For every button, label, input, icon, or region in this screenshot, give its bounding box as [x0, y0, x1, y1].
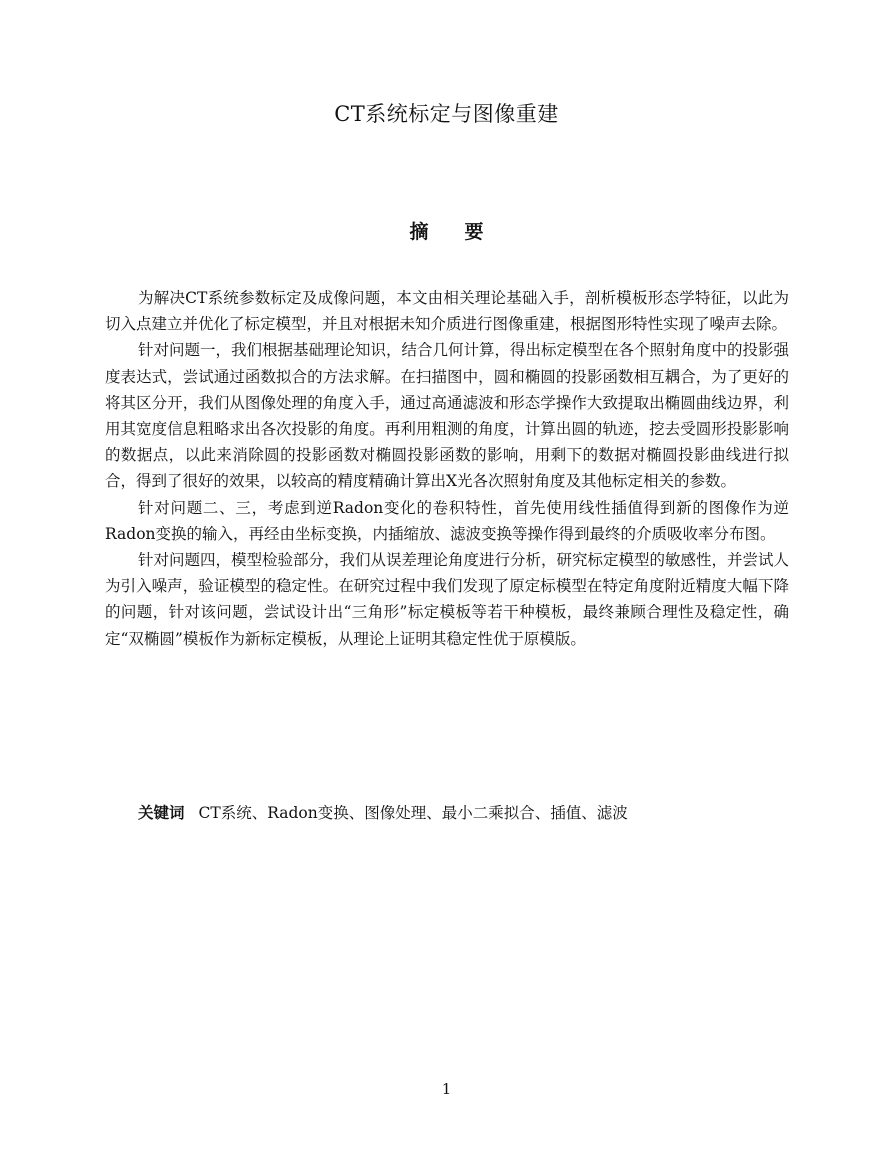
keywords-text: CT系统、Radon变换、图像处理、最小二乘拟合、插值、滤波 — [198, 804, 628, 822]
abstract-heading — [0, 218, 893, 246]
abstract-paragraph-2: 针对问题一，我们根据基础理论知识，结合几何计算，得出标定模型在各个照射角度中的投影强度表达式，尝试通过函数拟合的方法求解。在扫描图中，圆和椭圆的投影函数相互耦合，为了更好的将其区分开，我们从图像处理的角度入手，通过高通滤波和形态学操作大致提取出椭圆曲线边界，利用其宽度信息粗略求出各次投影的角度。再利用粗测的角度，计算出圆的轨迹，挖去受圆形投影影响的数据点，以此来消除圆的投影函数对椭圆投影函数的影响，用剩下的数据对椭圆投影曲线进行拟合，得到了很好的效果，以较高的精度精确计算出X光各次照射角度及其他标定相关的参数。 — [105, 341, 790, 491]
abstract-paragraph-3: 针对问题二、三，考虑到逆Radon变化的卷积特性，首先使用线性插值得到新的图像作为逆Radon变换的输入，再经由坐标变换，内插缩放、滤波变换等操作得到最终的介质吸收率分布图。 — [105, 498, 789, 543]
keywords-line — [138, 800, 628, 826]
paper-title: CT系统标定与图像重建 — [334, 102, 559, 126]
abstract-body — [105, 285, 789, 652]
keywords-label: 关键词 — [138, 803, 185, 822]
abstract-heading-char-1: 摘 — [409, 221, 429, 243]
abstract-paragraph-4: 针对问题四，模型检验部分，我们从误差理论角度进行分析，研究标定模型的敏感性，并尝试人为引入噪声，验证模型的稳定性。在研究过程中我们发现了原定标模型在特定角度附近精度大幅下降的问题，针对该问题，尝试设计出“三角形”标定模板等若干种模板，最终兼顾合理性及稳定性，确定“双椭圆”模板作为新标定模板，从理论上证明其稳定性优于原模版。 — [105, 551, 790, 648]
abstract-heading-char-2: 要 — [464, 221, 484, 243]
abstract-paragraph-1: 为解决CT系统参数标定及成像问题，本文由相关理论基础入手，剖析模板形态学特征，以此为切入点建立并优化了标定模型，并且对根据未知介质进行图像重建，根据图形特性实现了噪声去除。 — [105, 289, 789, 334]
page-number: 1 — [441, 1080, 452, 1098]
